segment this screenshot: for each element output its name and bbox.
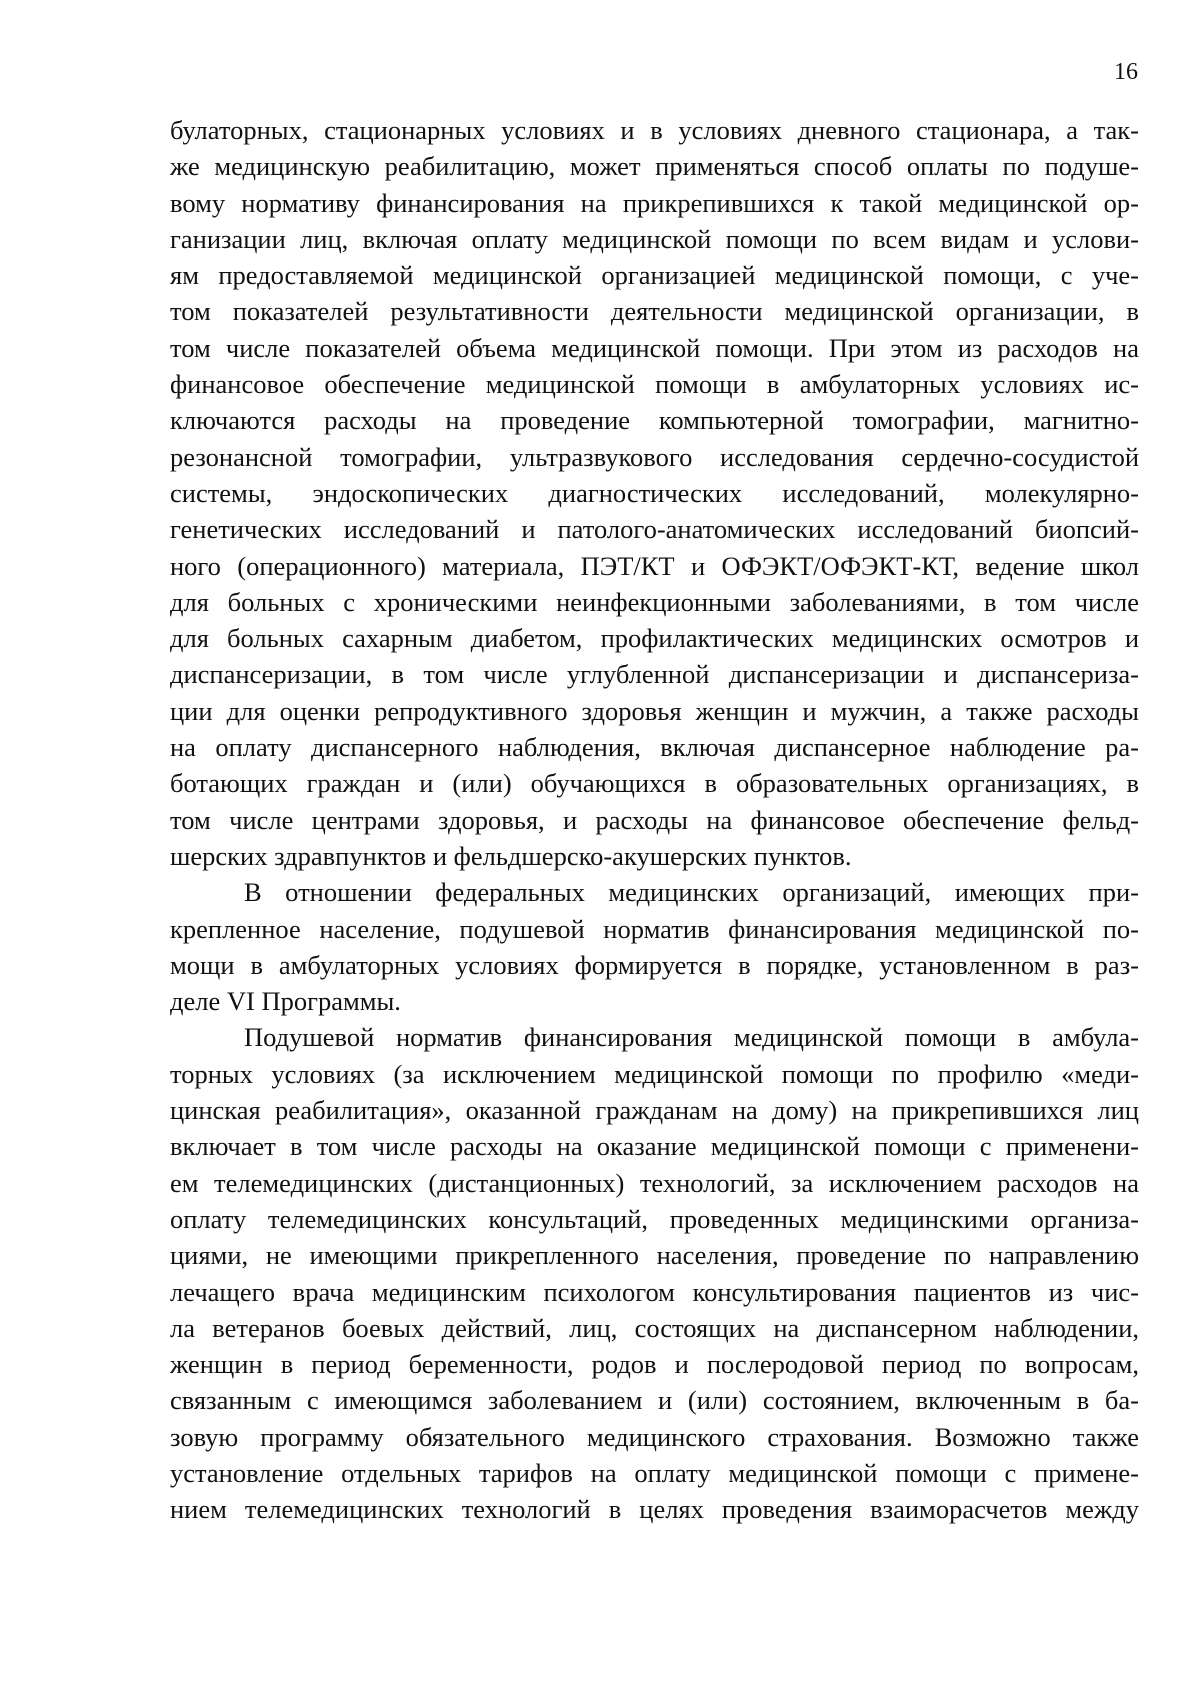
text-line: том числе центрами здоровья, и расходы на финансовое обеспечение фельд- bbox=[170, 804, 1139, 835]
text-line: мощи в амбулаторных условиях формируется в порядке, установленном в раз- bbox=[170, 949, 1139, 980]
text-line: ции для оценки репродуктивного здоровья женщин и мужчин, а также расходы bbox=[170, 695, 1139, 726]
text-line: торных условиях (за исключением медицинской помощи по профилю «меди- bbox=[170, 1058, 1139, 1089]
text-line: ного (операционного) материала, ПЭТ/КТ и ОФЭКТ/ОФЭКТ-КТ, ведение школ bbox=[170, 550, 1139, 581]
text-line: установление отдельных тарифов на оплату медицинской помощи с примене- bbox=[170, 1457, 1139, 1488]
text-line: деле VI Программы. bbox=[170, 986, 401, 1017]
text-line: связанным с имеющимся заболеванием и (или) состоянием, включенным в ба- bbox=[170, 1385, 1139, 1416]
text-line: включает в том числе расходы на оказание медицинской помощи с применени- bbox=[170, 1131, 1139, 1162]
text-line: вому нормативу финансирования на прикрепившихся к такой медицинской ор- bbox=[170, 187, 1139, 218]
text-line: на оплату диспансерного наблюдения, включая диспансерное наблюдение ра- bbox=[170, 732, 1139, 763]
text-line: ем телемедицинских (дистанционных) технологий, за исключением расходов на bbox=[170, 1167, 1139, 1198]
text-line: финансовое обеспечение медицинской помощи в амбулаторных условиях ис- bbox=[170, 369, 1139, 400]
text-line: лечащего врача медицинским психологом консультирования пациентов из чис- bbox=[170, 1276, 1139, 1307]
text-line: циями, не имеющими прикрепленного населения, проведение по направлению bbox=[170, 1240, 1139, 1271]
text-line: ла ветеранов боевых действий, лиц, состоящих на диспансерном наблюдении, bbox=[170, 1312, 1139, 1343]
text-line: резонансной томографии, ультразвукового исследования сердечно-сосудистой bbox=[170, 441, 1139, 472]
text-line: ботающих граждан и (или) обучающихся в образовательных организациях, в bbox=[170, 768, 1139, 799]
text-line: системы, эндоскопических диагностических исследований, молекулярно- bbox=[170, 477, 1139, 508]
text-line: Подушевой норматив финансирования медицинской помощи в амбула- bbox=[244, 1022, 1139, 1053]
text-line: том числе показателей объема медицинской помощи. При этом из расходов на bbox=[170, 332, 1139, 363]
text-line: ям предоставляемой медицинской организацией медицинской помощи, с уче- bbox=[170, 260, 1139, 291]
text-line: нием телемедицинских технологий в целях проведения взаиморасчетов между bbox=[170, 1494, 1139, 1525]
text-line: женщин в период беременности, родов и послеродовой период по вопросам, bbox=[170, 1349, 1139, 1380]
text-line: оплату телемедицинских консультаций, проведенных медицинскими организа- bbox=[170, 1203, 1139, 1234]
text-line: крепленное население, подушевой норматив финансирования медицинской по- bbox=[170, 913, 1139, 944]
text-line: для больных сахарным диабетом, профилактических медицинских осмотров и bbox=[170, 623, 1139, 654]
body-text bbox=[170, 112, 1139, 1528]
text-line: том показателей результативности деятельности медицинской организации, в bbox=[170, 296, 1139, 327]
text-line: ганизации лиц, включая оплату медицинской помощи по всем видам и услови- bbox=[170, 223, 1139, 254]
text-line: диспансеризации, в том числе углубленной диспансеризации и диспансериза- bbox=[170, 659, 1139, 690]
text-line: В отношении федеральных медицинских организаций, имеющих при- bbox=[244, 877, 1139, 908]
page-number: 16 bbox=[1114, 59, 1138, 85]
text-line: генетических исследований и патолого-анатомических исследований биопсий- bbox=[170, 514, 1139, 545]
text-line: булаторных, стационарных условиях и в условиях дневного стационара, а так- bbox=[170, 115, 1139, 145]
text-line: шерских здравпунктов и фельдшерско-акушерских пунктов. bbox=[170, 840, 852, 871]
text-line: ключаются расходы на проведение компьютерной томографии, магнитно- bbox=[170, 405, 1139, 436]
text-line: зовую программу обязательного медицинского страхования. Возможно также bbox=[170, 1421, 1139, 1452]
text-line: для больных с хроническими неинфекционными заболеваниями, в том числе bbox=[170, 586, 1139, 617]
text-line: же медицинскую реабилитацию, может применяться способ оплаты по подуше- bbox=[170, 151, 1139, 182]
text-line: цинская реабилитация», оказанной гражданам на дому) на прикрепившихся лиц bbox=[170, 1095, 1139, 1126]
